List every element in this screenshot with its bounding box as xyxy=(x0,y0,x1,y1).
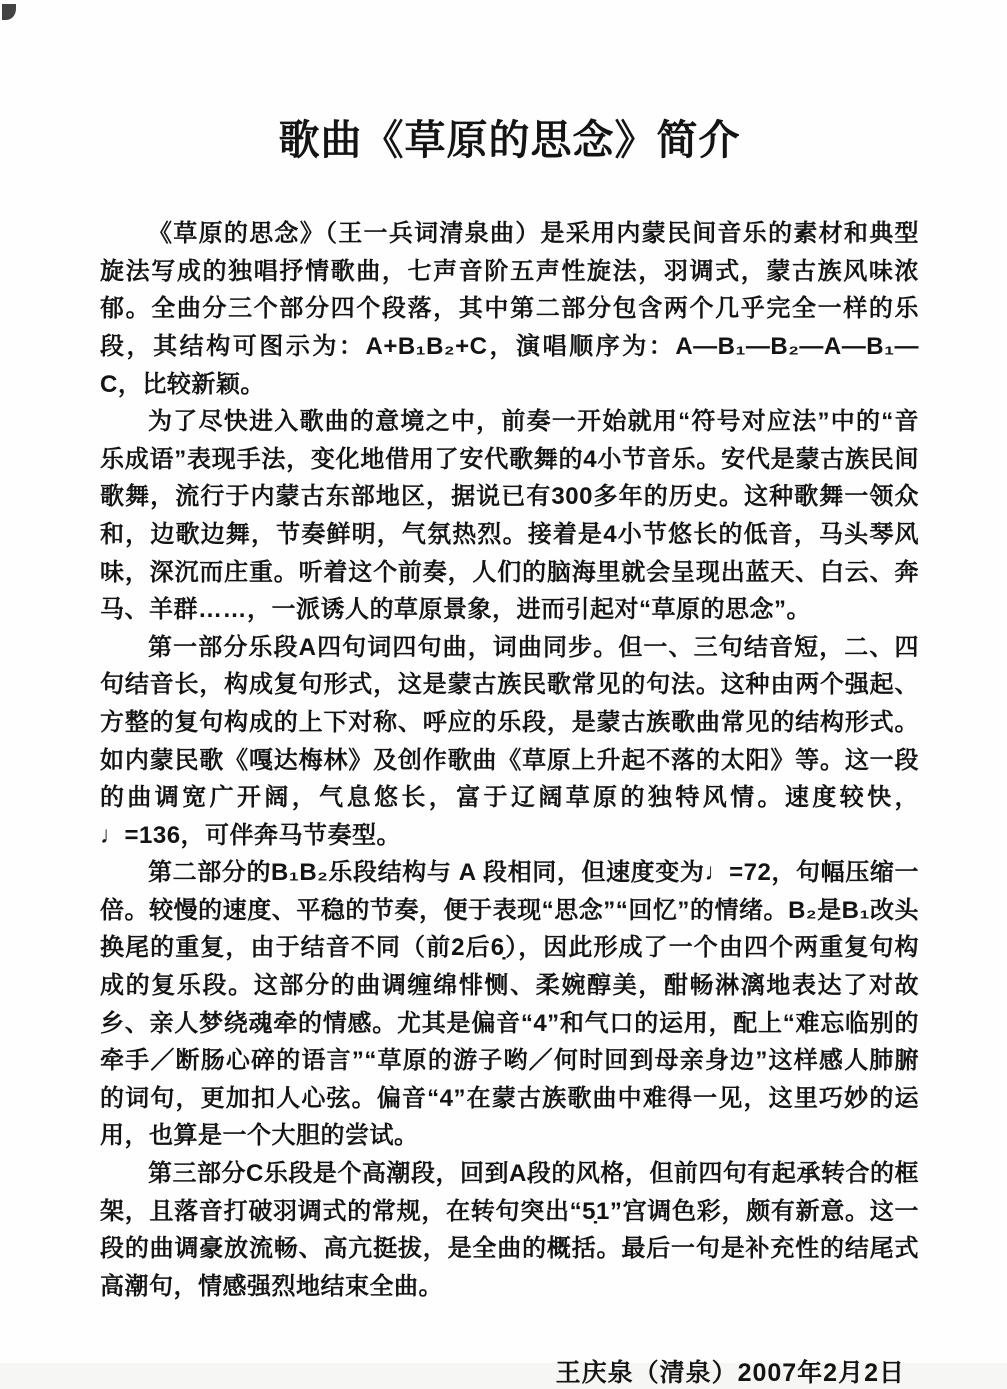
document-body xyxy=(100,215,919,1305)
paragraph-section-c: 第三部分C乐段是个高潮段，回到A段的风格，但前四句有起承转合的框架，且落音打破羽调式的常规，在转句突出“5̣1”宫调色彩，颇有新意。这一段的曲调豪放流畅、高亢挺拔，是全曲的概括。最后一句是补充性的结尾式高潮句，情感强烈地结束全曲。 xyxy=(100,1160,919,1300)
paragraph-section-b: 第二部分的B₁B₂乐段结构与 A 段相同，但速度变为♩=72，句幅压缩一倍。较慢的速度、平稳的节奏，便于表现“思念”“回忆”的情绪。B₂是B₁改头换尾的重复，由于结音不同（前2后6̣），因此形成了一个由四个两重复句构成的复乐段。这部分的曲调缠绵悱恻、柔婉醇美，酣畅淋漓地表达了对故乡、亲人梦绕魂牵的情感。尤其是偏音“4”和气口的运用，配上“难忘临别的牵手／断肠心碎的语言”“草原的游子哟／何时回到母亲身边”这样感人肺腑的词句，更加扣人心弦。偏音“4”在蒙古族歌曲中难得一见，这里巧妙的运用，也算是一个大胆的尝试。 xyxy=(100,859,919,1150)
document-title: 歌曲《草原的思念》简介 xyxy=(278,117,741,163)
paragraph-section-a: 第一部分乐段A四句词四句曲，词曲同步。但一、三句结音短，二、四句结音长，构成复句形式，这是蒙古族民歌常见的句法。这种由两个强起、方整的复句构成的上下对称、呼应的乐段，是蒙古族歌曲常见的结构形式。如内蒙民歌《嘎达梅林》及创作歌曲《草原上升起不落的太阳》等。这一段的曲调宽广开阔，气息悠长，富于辽阔草原的独特风情。速度较快，♩=136，可伴奔马节奏型。 xyxy=(100,633,919,849)
signature-line: 王庆泉（清泉）2007年2月2日 xyxy=(555,1359,905,1388)
scan-corner-artifact xyxy=(2,4,16,20)
paragraph-intro: 《草原的思念》（王一兵词清泉曲）是采用内蒙民间音乐的素材和典型旋法写成的独唱抒情歌曲，七声音阶五声性旋法，羽调式，蒙古族风味浓郁。全曲分三个部分四个段落，其中第二部分包含两个几乎完全一样的乐段，其结构可图示为：A+B₁B₂+C，演唱顺序为：A—B₁—B₂—A—B₁—C，比较新颖。 xyxy=(100,220,919,398)
paragraph-prelude: 为了尽快进入歌曲的意境之中，前奏一开始就用“符号对应法”中的“音乐成语”表现手法，变化地借用了安代歌舞的4小节音乐。安代是蒙古族民间歌舞，流行于内蒙古东部地区，据说已有300多年的历史。这种歌舞一领众和，边歌边舞，节奏鲜明，气氛热烈。接着是4小节悠长的低音，马头琴风味，深沉而庄重。听着这个前奏，人们的脑海里就会呈现出蓝天、白云、奔马、羊群……，一派诱人的草原景象，进而引起对“草原的思念”。 xyxy=(100,408,919,624)
